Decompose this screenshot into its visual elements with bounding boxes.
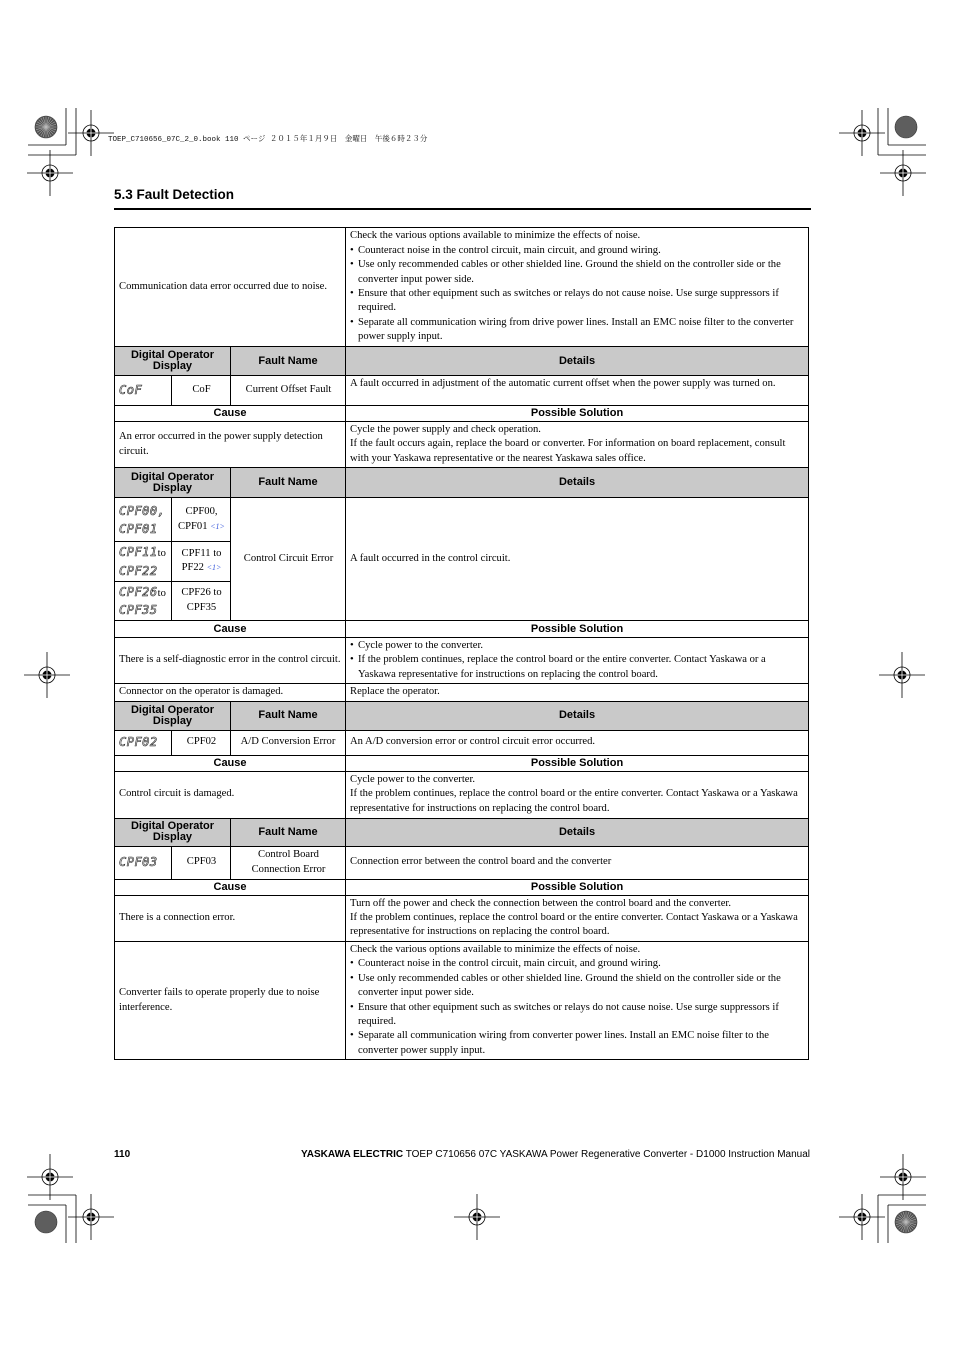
sunburst-mark xyxy=(895,1211,917,1233)
cause-cell: Connector on the operator is damaged. xyxy=(115,684,346,701)
header-row xyxy=(115,347,809,376)
solution-bullet: • Cycle power to the converter. xyxy=(350,639,805,653)
registration-target xyxy=(27,1154,73,1200)
gray-dot-mark xyxy=(35,1211,57,1233)
registration-target xyxy=(68,1194,114,1240)
seven-seg-text: CPF01 xyxy=(119,521,158,536)
operator-display xyxy=(115,542,172,581)
cause-row xyxy=(115,941,809,1059)
operator-display xyxy=(115,846,172,879)
seven-seg-text: CPF35 xyxy=(119,603,158,618)
solution-cell: Replace the operator. xyxy=(346,684,809,701)
operator-display xyxy=(115,581,172,620)
solution-bullet: • Ensure that other equipment such as switches or relays do not cause noise. Use surge suppressors if required. xyxy=(350,1001,805,1030)
fault-row-cpf00 xyxy=(115,498,809,542)
solution-bullet: • Use only recommended cables or other shielded line. Ground the shield on the controller side or the converter input power side. xyxy=(350,972,805,1001)
range-word: to xyxy=(157,587,166,599)
cause-header-row xyxy=(115,621,809,638)
cause-row xyxy=(115,638,809,684)
solution-intro: Check the various options available to minimize the effects of noise. xyxy=(350,943,641,955)
fault-code-text: CPF11 to PF22 xyxy=(181,548,222,574)
fault-details: A fault occurred in adjustment of the automatic current offset when the power supply was turned on. xyxy=(346,376,809,406)
registration-target xyxy=(879,652,925,698)
fault-name: Control Board Connection Error xyxy=(231,846,346,879)
header-solution: Possible Solution xyxy=(346,406,809,422)
cause-cell: Communication data error occurred due to noise. xyxy=(115,228,346,347)
fault-name: Current Offset Fault xyxy=(231,376,346,406)
solution-bullet: • Counteract noise in the control circuit, main circuit, and ground wiring. xyxy=(350,244,805,258)
header-solution: Possible Solution xyxy=(346,755,809,771)
seven-seg-text: CPF00, xyxy=(119,503,166,518)
solution-cell xyxy=(346,941,809,1059)
fault-code xyxy=(172,498,231,542)
fault-code xyxy=(172,542,231,581)
solution-bullet: • Counteract noise in the control circuit, main circuit, and ground wiring. xyxy=(350,957,805,971)
fault-row-cpf02 xyxy=(115,730,809,755)
header-solution: Possible Solution xyxy=(346,879,809,895)
solution-line: Cycle the power supply and check operation. xyxy=(350,424,541,435)
registration-target xyxy=(27,150,73,196)
solution-cell xyxy=(346,422,809,468)
header-details: Details xyxy=(346,468,809,498)
cause-header-row xyxy=(115,755,809,771)
solution-line: If the fault occurs again, replace the board or converter. For information on board replacement, consult with your Yaskawa representative or the nearest Yaskawa sales office. xyxy=(350,438,786,464)
header-solution: Possible Solution xyxy=(346,621,809,638)
cause-row xyxy=(115,771,809,818)
solution-cell xyxy=(346,638,809,684)
page-number: 110 xyxy=(114,1149,131,1160)
registration-target xyxy=(24,652,70,698)
fault-code-text: CPF00, CPF01 xyxy=(178,506,218,532)
header-details: Details xyxy=(346,818,809,846)
header-row xyxy=(115,701,809,730)
fault-row-cof xyxy=(115,376,809,406)
footnote-ref: <1> xyxy=(210,521,225,531)
solution-line: Cycle power to the converter. xyxy=(350,774,476,786)
header-display: Digital Operator Display xyxy=(115,468,231,498)
footer-manual-title: TOEP C710656 07C YASKAWA Power Regenerative Converter - D1000 Instruction Manual xyxy=(405,1149,810,1160)
header-fault-name: Fault Name xyxy=(231,818,346,846)
header-fault-name: Fault Name xyxy=(231,468,346,498)
fault-code: CPF03 xyxy=(172,846,231,879)
solution-bullet: • Separate all communication wiring from converter power lines. Install an EMC noise filter to the converter power supply input. xyxy=(350,1029,805,1058)
section-title: 5.3 Fault Detection xyxy=(114,187,235,202)
seven-seg-text: CPF03 xyxy=(119,855,158,870)
cause-cell: There is a self-diagnostic error in the control circuit. xyxy=(115,638,346,684)
solution-line: Turn off the power and check the connection between the control board and the converter. xyxy=(350,897,731,909)
header-fault-name: Fault Name xyxy=(231,347,346,376)
footer-brand: YASKAWA ELECTRIC xyxy=(301,1149,404,1160)
cause-cell: Control circuit is damaged. xyxy=(115,771,346,818)
fault-details: A fault occurred in the control circuit. xyxy=(346,498,809,621)
cause-row xyxy=(115,422,809,468)
cause-cell: An error occurred in the power supply detection circuit. xyxy=(115,422,346,468)
registration-target xyxy=(880,1154,926,1200)
fault-details: Connection error between the control board and the converter xyxy=(346,846,809,879)
header-details: Details xyxy=(346,347,809,376)
header-display: Digital Operator Display xyxy=(115,818,231,846)
operator-display xyxy=(115,498,172,542)
fault-code: CPF26 to CPF35 xyxy=(172,581,231,620)
print-slug: TOEP_C710656_07C_2_0.book 110 ページ ２０１５年１月９日 金曜日 午後６時２３分 xyxy=(108,136,428,144)
header-row xyxy=(115,468,809,498)
solution-cell xyxy=(346,228,809,347)
solution-intro: Check the various options available to minimize the effects of noise. xyxy=(350,230,641,242)
header-display: Digital Operator Display xyxy=(115,701,231,730)
solution-line: If the problem continues, replace the control board or the entire converter. Contact Yaskawa or a Yaskawa representative for instructions on replacing the control board. xyxy=(350,788,798,814)
header-cause: Cause xyxy=(115,755,346,771)
header-cause: Cause xyxy=(115,406,346,422)
cause-cell: Converter fails to operate properly due to noise interference. xyxy=(115,941,346,1059)
gray-dot-mark xyxy=(895,116,917,138)
fault-code: CPF02 xyxy=(172,730,231,755)
header-cause: Cause xyxy=(115,621,346,638)
seven-seg-text: CPF02 xyxy=(119,735,158,750)
fault-table xyxy=(114,227,809,1060)
registration-target xyxy=(454,1194,500,1240)
header-fault-name: Fault Name xyxy=(231,701,346,730)
header-row xyxy=(115,818,809,846)
section-rule xyxy=(114,208,811,210)
cause-header-row xyxy=(115,879,809,895)
header-cause: Cause xyxy=(115,879,346,895)
operator-display xyxy=(115,730,172,755)
sunburst-mark xyxy=(35,116,57,138)
fault-row-cpf03 xyxy=(115,846,809,879)
header-details: Details xyxy=(346,701,809,730)
seven-seg-text: CPF26 xyxy=(119,584,158,599)
cause-row xyxy=(115,895,809,941)
solution-bullet: • Use only recommended cables or other shielded line. Ground the shield on the controller side or the converter input power side. xyxy=(350,258,805,287)
fault-details: An A/D conversion error or control circuit error occurred. xyxy=(346,730,809,755)
fault-name: A/D Conversion Error xyxy=(231,730,346,755)
range-word: to xyxy=(157,548,166,560)
cause-cell: There is a connection error. xyxy=(115,895,346,941)
solution-cell xyxy=(346,895,809,941)
solution-bullet: • If the problem continues, replace the control board or the entire converter. Contact Yaskawa or a Yaskawa representative for instructions on replacing the control board. xyxy=(350,653,805,682)
footnote-ref: <1> xyxy=(206,563,222,573)
header-display: Digital Operator Display xyxy=(115,347,231,376)
seven-seg-text: CPF22 xyxy=(119,563,158,578)
operator-display xyxy=(115,376,172,406)
solution-line: If the problem continues, replace the control board or the entire converter. Contact Yaskawa or a Yaskawa representative for instructions on replacing the control board. xyxy=(350,912,798,938)
seven-seg-text: CoF xyxy=(119,383,143,398)
footer-title xyxy=(301,1149,810,1160)
cause-row xyxy=(115,684,809,701)
fault-name: Control Circuit Error xyxy=(231,498,346,621)
registration-target xyxy=(880,150,926,196)
solution-cell xyxy=(346,771,809,818)
seven-seg-text: CPF11 xyxy=(119,545,158,560)
fault-code: CoF xyxy=(172,376,231,406)
cause-row xyxy=(115,228,809,347)
solution-bullet: • Ensure that other equipment such as switches or relays do not cause noise. Use surge suppressors if required. xyxy=(350,287,805,316)
cause-header-row xyxy=(115,406,809,422)
solution-bullet: • Separate all communication wiring from drive power lines. Install an EMC noise filter to the converter power supply input. xyxy=(350,316,805,345)
